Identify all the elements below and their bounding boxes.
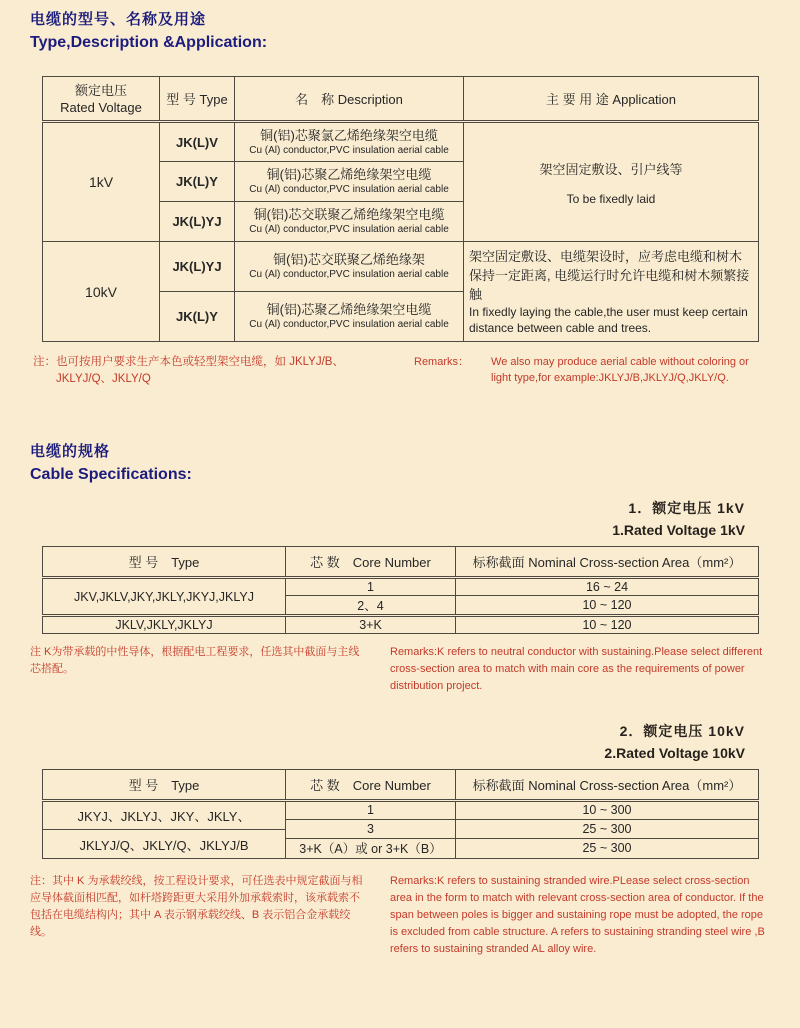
cross-section-cell: 25 ~ 300 xyxy=(456,819,759,838)
spec-table-1kv xyxy=(42,546,759,634)
type-cell: JKLV,JKLY,JKLYJ xyxy=(43,616,286,634)
note-text-zh: 注：其中 K 为承载绞线，按工程设计要求，可任选表中规定截面与相应导体截面相匹配，如杆塔跨距更大采用外加承载索时，该承载索不包括在电缆结构内；其中 A 表示钢承载绞线、B 表示铝合金承载绞线。 xyxy=(30,875,363,938)
description-zh: 铜(铝)芯聚乙烯绝缘架空电缆 xyxy=(266,302,432,317)
header-cross-section: 标称截面 Nominal Cross-section Area（mm²） xyxy=(456,547,759,578)
core-number-cell: 3 xyxy=(286,819,456,838)
type-table-header-row xyxy=(43,77,759,122)
description-en: Cu (Al) conductor,PVC insulation aerial cable xyxy=(249,319,449,330)
note-text-zh: 注 K为带承载的中性导体，根据配电工程要求，任选其中截面与主线芯搭配。 xyxy=(30,646,360,675)
spec-table-10kv xyxy=(42,769,759,859)
spec-10kv-heading xyxy=(0,721,745,761)
description-zh: 铜(铝)芯交联聚乙烯绝缘架 xyxy=(273,252,425,267)
core-number-cell: 1 xyxy=(286,801,456,820)
description-cell xyxy=(235,162,464,202)
type-section-title-en: Type,Description &Application: xyxy=(30,34,268,51)
description-zh: 铜(铝)芯交联聚乙烯绝缘架空电缆 xyxy=(253,207,445,222)
remarks-text: We also may produce aerial cable without coloring or light type,for example:JKLYJ/B,JKLYJ/Q,JKLY/Q. xyxy=(491,356,749,384)
cross-section-cell: 10 ~ 120 xyxy=(456,616,759,634)
table-row xyxy=(43,578,759,596)
spec-10kv-note xyxy=(30,873,770,958)
remarks-text: Remarks:K refers to sustaining stranded wire.PLease select cross-section area in the form to match with relevant cross-section area of conductor. If the span between poles is bigger and sustaining rope must be adopted, the rope is excluded from cable structure. A refers to sustaining stranding steel wire ,B refers to sustaining stranded AL alloy wire. xyxy=(390,875,765,955)
type-cell: JK(L)Y xyxy=(160,292,235,342)
header-application: 主 要 用 途 Application xyxy=(464,77,759,122)
spec-1kv-heading xyxy=(0,498,745,538)
voltage-cell-1kv: 1kV xyxy=(43,122,160,242)
type-line-2: JKLYJ/Q、JKLY/Q、JKLYJ/B xyxy=(79,837,249,853)
cross-section-cell: 10 ~ 300 xyxy=(456,801,759,820)
application-cell-10kv xyxy=(464,242,759,342)
application-en: To be fixedly laid xyxy=(566,191,656,206)
header-rated-voltage xyxy=(43,77,160,122)
type-cell: JKV,JKLV,JKY,JKLY,JKYJ,JKLYJ xyxy=(43,578,286,616)
type-description-table xyxy=(42,76,759,342)
cable-catalog-page xyxy=(0,8,800,1028)
spec-1kv-note xyxy=(30,644,770,695)
application-zh: 架空固定敷设、电缆架设时，应考虑电缆和树木保持一定距离, 电缆运行时允许电缆和树木频繁接触 xyxy=(469,249,750,302)
voltage-cell-10kv: 10kV xyxy=(43,242,160,342)
header-type: 型 号 Type xyxy=(43,770,286,801)
table-row xyxy=(43,242,759,292)
application-en: In fixedly laying the cable,the user must keep certain distance between cable and trees. xyxy=(469,305,748,335)
description-cell xyxy=(235,292,464,342)
spec-1kv-heading-zh: 1．额定电压 1kV xyxy=(628,500,745,516)
note-zh-block xyxy=(30,354,382,388)
cross-section-cell: 10 ~ 120 xyxy=(456,596,759,616)
note-label-zh: 注： xyxy=(33,356,56,368)
header-rated-voltage-zh: 额定电压 xyxy=(74,82,127,98)
header-rated-voltage-en: Rated Voltage xyxy=(60,99,142,115)
type-cell xyxy=(43,801,286,859)
spec-section-title-zh: 电缆的规格 xyxy=(30,443,111,460)
spec-table-header-row xyxy=(43,547,759,578)
core-number-cell: 1 xyxy=(286,578,456,596)
description-zh: 铜(铝)芯聚乙烯绝缘架空电缆 xyxy=(266,167,432,182)
type-line-1: JKYJ、JKLYJ、JKY、JKLY、 xyxy=(43,802,285,830)
spec-section-title-en: Cable Specifications: xyxy=(30,466,192,483)
remarks-label: Remarks： xyxy=(414,356,470,368)
type-cell: JK(L)YJ xyxy=(160,242,235,292)
application-zh: 架空固定敷设、引户线等 xyxy=(539,161,683,177)
application-cell-1kv xyxy=(464,122,759,242)
remarks-text: Remarks:K refers to neutral conductor with sustaining.Please select different cross-section area to match with main core as the requirements of power distribution project. xyxy=(390,646,763,692)
table-row xyxy=(43,801,759,820)
table-row xyxy=(43,616,759,634)
type-table-note xyxy=(30,354,770,388)
header-cross-section: 标称截面 Nominal Cross-section Area（mm²） xyxy=(456,770,759,801)
cross-section-cell: 16 ~ 24 xyxy=(456,578,759,596)
spec-10kv-heading-zh: 2．额定电压 10kV xyxy=(619,723,745,739)
header-core-number: 芯 数 Core Number xyxy=(286,770,456,801)
note-text-zh: 也可按用户要求生产本色或轻型架空电缆，如 JKLYJ/B、JKLYJ/Q、JKLY/Q xyxy=(56,356,344,385)
header-description: 名 称 Description xyxy=(235,77,464,122)
table-row xyxy=(43,122,759,162)
cross-section-cell: 25 ~ 300 xyxy=(456,838,759,858)
type-cell: JK(L)V xyxy=(160,122,235,162)
header-type: 型 号 Type xyxy=(43,547,286,578)
description-cell xyxy=(235,242,464,292)
header-core-number: 芯 数 Core Number xyxy=(286,547,456,578)
description-cell xyxy=(235,202,464,242)
note-en-block xyxy=(382,354,770,388)
spec-1kv-heading-en: 1.Rated Voltage 1kV xyxy=(612,522,745,538)
description-en: Cu (Al) conductor,PVC insulation aerial cable xyxy=(249,224,449,235)
type-cell: JK(L)YJ xyxy=(160,202,235,242)
description-cell xyxy=(235,122,464,162)
description-zh: 铜(铝)芯聚氯乙烯绝缘架空电缆 xyxy=(260,127,438,143)
core-number-cell: 3+K xyxy=(286,616,456,634)
description-en: Cu (Al) conductor,PVC insulation aerial cable xyxy=(249,144,449,156)
spec-section-title xyxy=(30,440,800,484)
description-en: Cu (Al) conductor,PVC insulation aerial cable xyxy=(249,269,449,280)
spec-10kv-heading-en: 2.Rated Voltage 10kV xyxy=(604,745,745,761)
type-cell: JK(L)Y xyxy=(160,162,235,202)
spec-table-header-row xyxy=(43,770,759,801)
core-number-cell: 3+K（A）或 or 3+K（B） xyxy=(286,838,456,858)
header-type: 型 号 Type xyxy=(160,77,235,122)
type-section-title xyxy=(30,8,800,52)
type-section-title-zh: 电缆的型号、名称及用途 xyxy=(30,11,207,28)
core-number-cell: 2、4 xyxy=(286,596,456,616)
description-en: Cu (Al) conductor,PVC insulation aerial cable xyxy=(249,184,449,195)
